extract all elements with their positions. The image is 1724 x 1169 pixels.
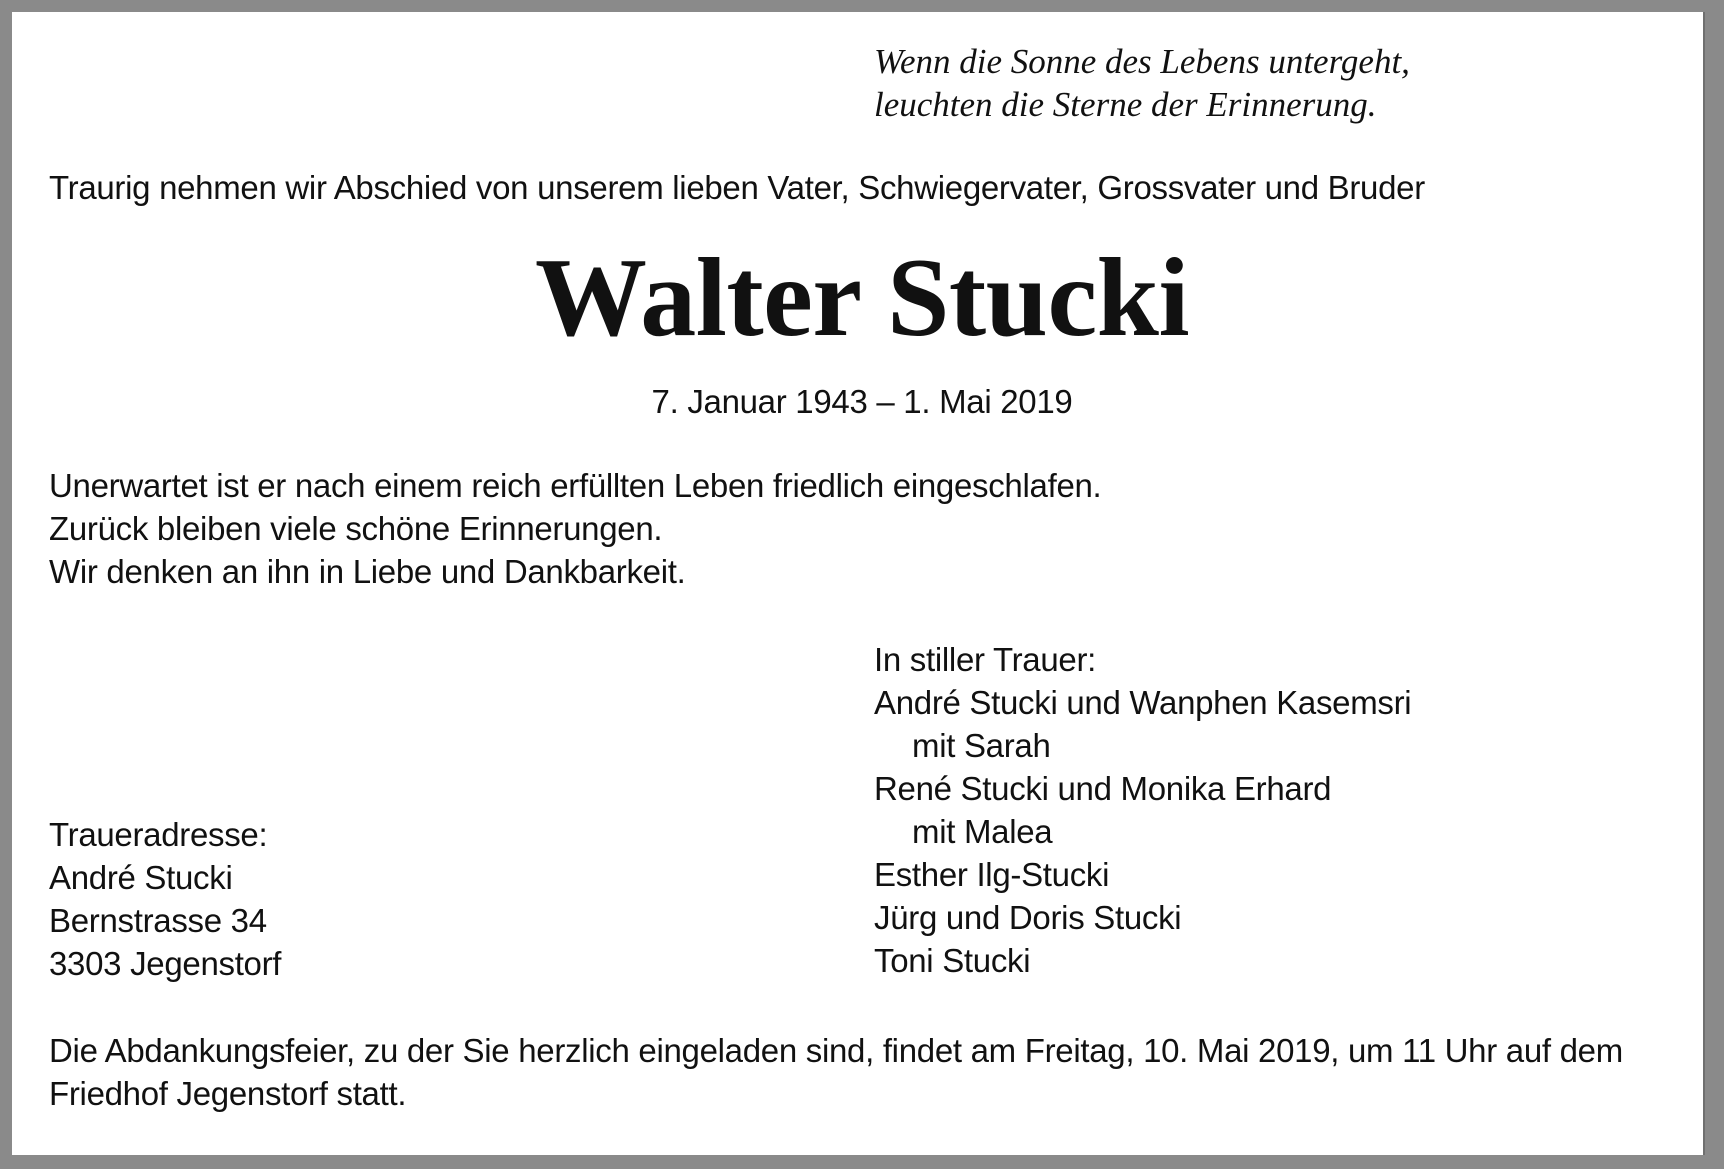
intro-text: Traurig nehmen wir Abschied von unserem lieben Vater, Schwiegervater, Grossvater und Bruder	[49, 169, 1425, 206]
mourner-line: Jürg und Doris Stucki	[874, 899, 1182, 936]
mourner-line: mit Malea	[912, 813, 1053, 850]
deceased-name: Walter Stucki	[534, 236, 1190, 360]
memorial-message	[49, 464, 1101, 593]
motto-line-2: leuchten die Sterne der Erinnerung.	[874, 85, 1377, 124]
mourning-address	[49, 813, 281, 985]
message-line-3: Wir denken an ihn in Liebe und Dankbarkeit.	[49, 553, 686, 590]
motto-quote	[874, 40, 1410, 126]
mourners-list	[874, 638, 1411, 982]
mourner-line: André Stucki und Wanphen Kasemsri	[874, 684, 1412, 721]
mourner-line: Toni Stucki	[874, 942, 1031, 979]
address-name: André Stucki	[49, 859, 233, 896]
mourner-line: René Stucki und Monika Erhard	[874, 770, 1332, 807]
mourner-line: Esther Ilg-Stucki	[874, 856, 1110, 893]
ceremony-notice: Die Abdankungsfeier, zu der Sie herzlich eingeladen sind, findet am Freitag, 10. Mai 2019, um 11 Uhr auf dem Friedhof Jegenstorf statt.	[49, 1032, 1623, 1112]
life-dates: 7. Januar 1943 – 1. Mai 2019	[651, 383, 1073, 420]
address-city: 3303 Jegenstorf	[49, 945, 282, 982]
mourners-heading: In stiller Trauer:	[874, 641, 1097, 678]
message-line-1: Unerwartet ist er nach einem reich erfüllten Leben friedlich eingeschlafen.	[49, 467, 1102, 504]
mourner-line: mit Sarah	[912, 727, 1051, 764]
address-street: Bernstrasse 34	[49, 902, 267, 939]
message-line-2: Zurück bleiben viele schöne Erinnerungen.	[49, 510, 663, 547]
address-heading: Traueradresse:	[49, 816, 268, 853]
motto-line-1: Wenn die Sonne des Lebens untergeht,	[874, 42, 1410, 81]
